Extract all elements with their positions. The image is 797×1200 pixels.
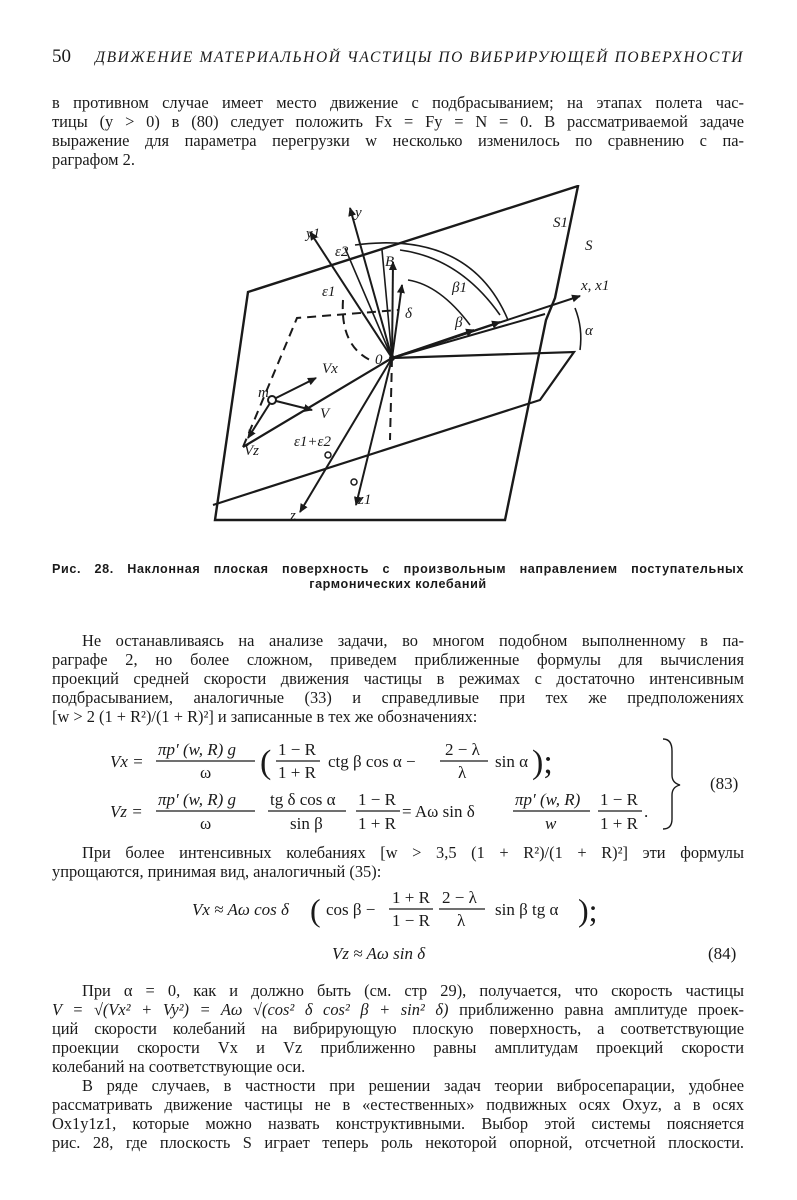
text-line-with-formula <box>52 1000 744 1019</box>
caption-line-1: Рис. 28. Наклонная плоская поверхность с произвольным направлением поступательных <box>52 562 744 576</box>
text-line: В ряде случаев, в частности при решении задач теории вибросепарации, удобнее <box>82 1076 744 1095</box>
eq83-lambda-den: λ <box>458 763 467 782</box>
eq84-vz: Vz ≈ Aω sin δ <box>332 944 426 963</box>
paragraph-2 <box>52 631 744 726</box>
eq83-paren-close: ); <box>532 744 553 781</box>
figure-28-diagram <box>150 185 630 530</box>
eq83-ctg: ctg β cos α − <box>328 752 416 771</box>
plane-s <box>213 352 574 505</box>
text-line: выражение для параметра перегрузки w несколько изменилось по сравнению с па- <box>52 131 744 150</box>
eq83-frac-den: 1 + R <box>278 763 316 782</box>
text-line: в противном случае имеет место движение с подбрасыванием; на этапах полета час- <box>52 93 744 112</box>
page-header <box>52 46 744 70</box>
eq83-eq-part: = Aω sin δ <box>402 802 475 821</box>
eq84-paren-open: ( <box>310 892 321 928</box>
label-m: m <box>258 385 269 401</box>
eq84-tail: sin β tg α <box>495 900 559 919</box>
eq84-cos-beta: cos β − <box>326 900 376 919</box>
label-s1: S1 <box>553 215 568 231</box>
label-z1: z1 <box>358 492 372 508</box>
label-alpha: α <box>585 323 593 339</box>
eq84-lam-num: 2 − λ <box>442 888 477 907</box>
label-eps1: ε1 <box>322 284 336 300</box>
paragraph-3 <box>52 843 744 881</box>
text-line: проекции скорости Vx и Vz приближенно равны амплитудам проекций скорости <box>52 1038 744 1057</box>
eq83-vz-lhs: Vz = <box>110 802 143 821</box>
text-line: раграфе 2, но более сложном, приведем приближенные формулы для вычисления <box>52 650 744 669</box>
label-eps-sum: ε1+ε2 <box>294 434 331 450</box>
label-vz: Vz <box>244 443 259 459</box>
label-eps2: ε2 <box>335 244 349 260</box>
eq83-frac3-den: 1 + R <box>600 814 638 833</box>
hidden-arc <box>343 300 370 360</box>
text-line: подбрасыванием, аналогичные (33) и справедливые при тех же предположениях <box>52 688 744 707</box>
eq83-number: (83) <box>710 774 739 793</box>
figure-caption <box>52 562 744 592</box>
label-delta: δ <box>405 306 412 322</box>
label-b: B <box>385 254 395 270</box>
eq84-paren-close: ); <box>578 892 598 928</box>
eq83-w-den: w <box>545 814 557 833</box>
eq83-frac2-num: 1 − R <box>358 790 396 809</box>
label-v: V <box>320 406 330 422</box>
eq83-lambda-num: 2 − λ <box>445 740 480 759</box>
text-line: При более интенсивных колебаниях [w > 3,5 (1 + R²)/(1 + R)²] эти формулы <box>82 843 744 862</box>
eq83-den-1: ω <box>200 763 212 782</box>
page-number: 50 <box>52 46 71 67</box>
text-line: Ox1y1z1, которые можно назвать конструктивными. Выбор этой системы поясняется <box>52 1114 744 1133</box>
eq83-frac3-num: 1 − R <box>600 790 638 809</box>
eq83-vx-lhs: Vx = <box>110 752 144 771</box>
equation-84 <box>180 883 750 968</box>
eq83-tg-num: tg δ cos α <box>270 790 336 809</box>
label-y1: y1 <box>306 226 321 242</box>
text-line: тицы (y > 0) в (80) следует положить Fx = Fy = N = 0. В рассматриваемой задаче <box>52 112 744 131</box>
text-line: рассматривать движение частицы не в «естественных» подвижных осях Oxyz, а в осях <box>52 1095 744 1114</box>
text-line: Не останавливаясь на анализе задачи, во многом подобном выполненному в па- <box>82 631 744 650</box>
text-line: упрощаются, принимая вид, аналогичный (35): <box>52 862 382 881</box>
caption-line-2: гармонических колебаний <box>309 577 487 591</box>
equation-83 <box>90 733 750 833</box>
eq84-frac-den: 1 − R <box>392 911 430 930</box>
paragraph-5 <box>52 1076 744 1152</box>
eq84-lam-den: λ <box>457 911 466 930</box>
text-span: приближенно равна амплитуде проек- <box>459 1000 744 1019</box>
eq83-den-2: ω <box>200 814 212 833</box>
text-line: колебаний на соответствующие оси. <box>52 1057 306 1076</box>
label-vx: Vx <box>322 361 338 377</box>
label-z: z <box>290 508 296 524</box>
eq83-num-1: πp′ (w, R) g <box>158 740 237 759</box>
eq83-frac-num: 1 − R <box>278 740 316 759</box>
text-line: При α = 0, как и должно быть (см. стр 29), получается, что скорость частицы <box>82 981 744 1000</box>
text-line: рис. 28, где плоскость S играет теперь роль некоторой опорной, отсчетной плоскости. <box>52 1133 744 1152</box>
eq83-paren-open: ( <box>260 744 272 781</box>
eq84-frac-num: 1 + R <box>392 888 430 907</box>
eq83-num-2: πp′ (w, R) g <box>158 790 237 809</box>
svg-text:.: . <box>644 802 649 821</box>
eq83-sin-alpha: sin α <box>495 752 528 771</box>
eq84-number: (84) <box>708 944 737 963</box>
label-s: S <box>585 238 593 254</box>
paragraph-4 <box>52 981 744 1076</box>
label-x-x1: x, x1 <box>581 278 610 294</box>
eq83-tg-den: sin β <box>290 814 323 833</box>
text-line: ций скорости колебаний на вибрирующую плоскую поверхность, а соответствующие <box>52 1019 744 1038</box>
label-y: y <box>355 205 362 221</box>
eq83-frac2-den: 1 + R <box>358 814 396 833</box>
inline-formula-v: V = √(Vx² + Vy²) = Aω √(cos² δ cos² β + sin² δ) <box>52 1000 449 1019</box>
label-beta: β <box>455 315 463 331</box>
paragraph-1 <box>52 93 744 169</box>
text-line: [w > 2 (1 + R²)/(1 + R)²] и записанные в тех же обозначениях: <box>52 707 478 726</box>
running-title: ДВИЖЕНИЕ МАТЕРИАЛЬНОЙ ЧАСТИЦЫ ПО ВИБРИРУЮЩЕЙ ПОВЕРХНОСТИ <box>95 49 744 66</box>
text-line: раграфом 2. <box>52 150 135 169</box>
text-line: проекций средней скорости движения частицы в режимах с достаточно интенсивным <box>52 669 744 688</box>
eq83-w-num: πp′ (w, R) <box>515 790 581 809</box>
eq84-vx: Vx ≈ Aω cos δ <box>192 900 289 919</box>
label-beta1: β1 <box>452 280 467 296</box>
label-origin: 0 <box>375 352 383 368</box>
